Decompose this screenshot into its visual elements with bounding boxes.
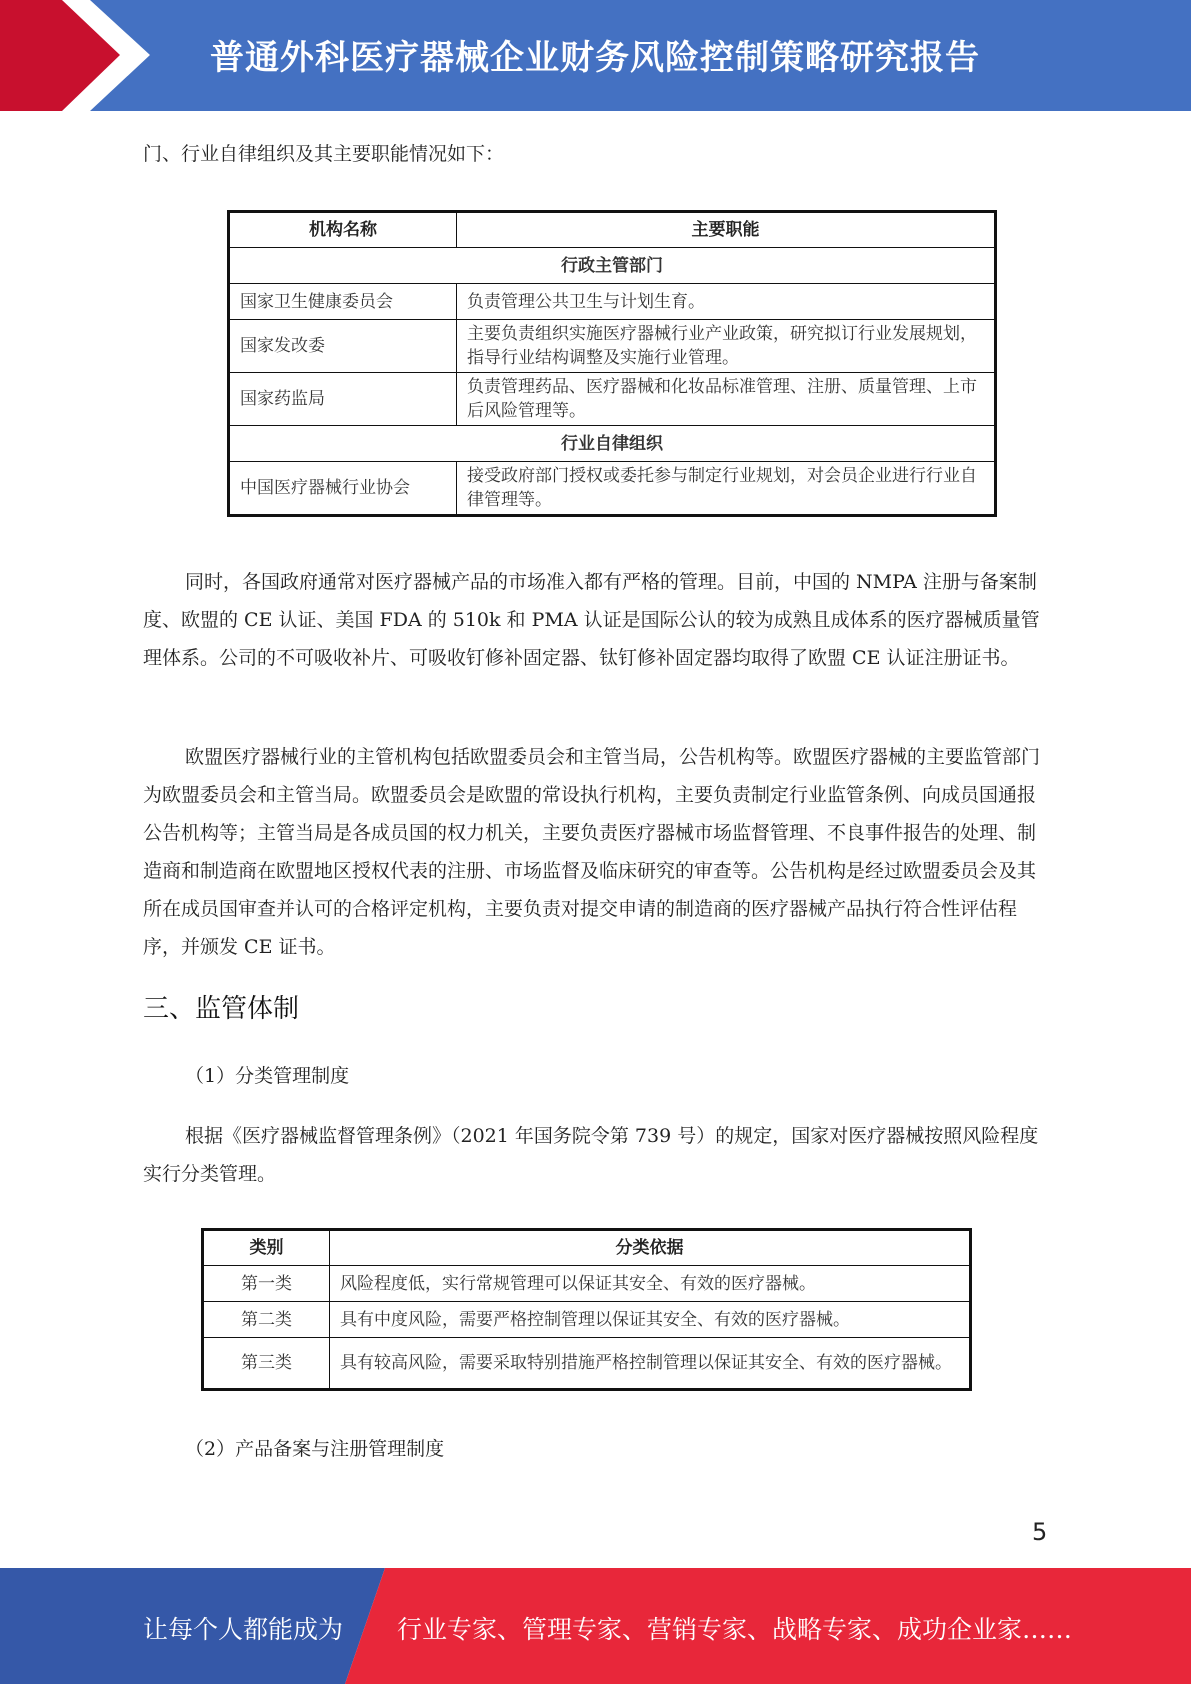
table-row [229,320,996,373]
paragraph-regulation-basis: 根据《医疗器械监督管理条例》（2021 年国务院令第 739 号）的规定，国家对医疗器械按照风险程度实行分类管理。 [143,1125,1039,1185]
table-row [203,1338,971,1390]
basis-cell: 风险程度低，实行常规管理可以保证其安全、有效的医疗器械。 [330,1266,971,1302]
subheading-classification: （1）分类管理制度 [185,1065,350,1087]
org-name: 中国医疗器械行业协会 [229,462,457,516]
header-title: 普通外科医疗器械企业财务风险控制策略研究报告 [210,38,980,78]
org-name: 国家药监局 [229,373,457,426]
category-cell: 第一类 [203,1266,330,1302]
org-name: 国家发改委 [229,320,457,373]
table-section-row [229,248,996,284]
intro-line: 门、行业自律组织及其主要职能情况如下： [143,143,505,165]
page-header [0,0,1191,111]
column-header-basis: 分类依据 [330,1230,971,1266]
regulatory-bodies-table [227,210,997,517]
paragraph-eu-authorities: 欧盟医疗器械行业的主管机构包括欧盟委员会和主管当局，公告机构等。欧盟医疗器械的主要监管部门为欧盟委员会和主管当局。欧盟委员会是欧盟的常设执行机构，主要负责制定行业监管条例、向成员国通报公告机构等；主管当局是各成员国的权力机关，主要负责医疗器械市场监督管理、不良事件报告的处理、制造商和制造商在欧盟地区授权代表的注册、市场监督及临床研究的审查等。公告机构是经过欧盟委员会及其所在成员国审查并认可的合格评定机构，主要负责对提交申请的制造商的医疗器械产品执行符合性评估程序，并颁发 CE 证书。 [143,746,1041,958]
table-row [203,1302,971,1338]
footer-slogan-right: 行业专家、管理专家、营销专家、战略专家、成功企业家…… [397,1615,1073,1644]
subheading-registration: （2）产品备案与注册管理制度 [185,1438,445,1460]
table-row [229,462,996,516]
classification-table [201,1228,972,1391]
org-duty: 主要负责组织实施医疗器械行业产业政策，研究拟订行业发展规划，指导行业结构调整及实施行业管理。 [457,320,996,373]
table-header-row [229,212,996,248]
category-cell: 第二类 [203,1302,330,1338]
footer-slogan-left: 让每个人都能成为 [143,1615,344,1644]
org-duty: 负责管理药品、医疗器械和化妆品标准管理、注册、质量管理、上市后风险管理等。 [457,373,996,426]
paragraph-market-access: 同时，各国政府通常对医疗器械产品的市场准入都有严格的管理。目前，中国的 NMPA 注册与备案制度、欧盟的 CE 认证、美国 FDA 的 510k 和 PMA 认证是国际公认的较为成熟且成体系的医疗器械质量管理体系。公司的不可吸收补片、可吸收钉修补固定器、钛钉修补固定器均取得了欧盟 CE 认证注册证书。 [143,571,1040,669]
table-row [203,1266,971,1302]
table-row [229,284,996,320]
column-header-category: 类别 [203,1230,330,1266]
page-number: 5 [1032,1518,1048,1546]
category-cell: 第三类 [203,1338,330,1390]
section-label-admin: 行政主管部门 [229,248,996,284]
basis-cell: 具有中度风险，需要严格控制管理以保证其安全、有效的医疗器械。 [330,1302,971,1338]
table-section-row [229,426,996,462]
column-header-duty: 主要职能 [457,212,996,248]
section-heading: 三、监管体制 [143,994,300,1024]
org-name: 国家卫生健康委员会 [229,284,457,320]
section-label-selfreg: 行业自律组织 [229,426,996,462]
org-duty: 负责管理公共卫生与计划生育。 [457,284,996,320]
column-header-name: 机构名称 [229,212,457,248]
basis-cell: 具有较高风险，需要采取特别措施严格控制管理以保证其安全、有效的医疗器械。 [330,1338,971,1390]
table-header-row [203,1230,971,1266]
org-duty: 接受政府部门授权或委托参与制定行业规划，对会员企业进行行业自律管理等。 [457,462,996,516]
table-row [229,373,996,426]
